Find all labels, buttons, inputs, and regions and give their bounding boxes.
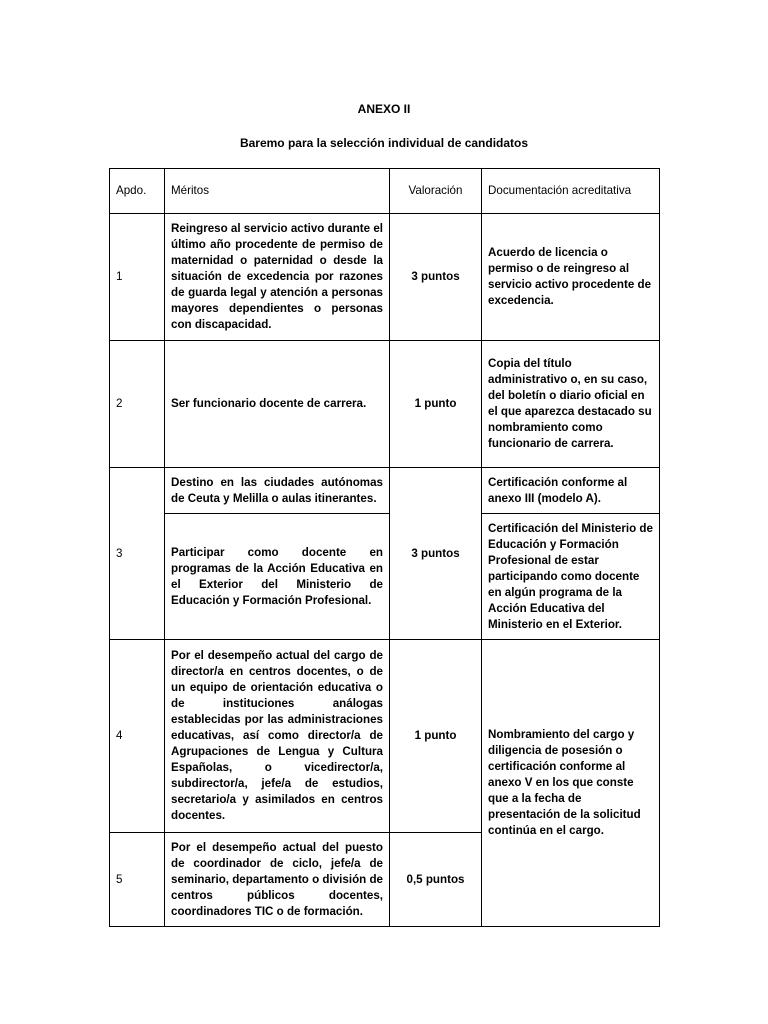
apdo-cell: 1 xyxy=(110,214,165,341)
merito-cell: Por el desempeño actual del puesto de coordinador de ciclo, jefe/a de seminario, departamento o división de centros públicos docentes, coordinadores TIC o de formación. xyxy=(165,833,390,927)
merito-cell: Destino en las ciudades autónomas de Ceuta y Melilla o aulas itinerantes. xyxy=(165,468,390,514)
merito-cell: Participar como docente en programas de la Acción Educativa en el Exterior del Ministerio de Educación y Formación Profesional. xyxy=(165,514,390,640)
documentacion-cell: Certificación del Ministerio de Educación y Formación Profesional de estar participando como docente en algún programa de la Acción Educativa del Ministerio en el Exterior. xyxy=(482,514,660,640)
apdo-cell: 3 xyxy=(110,468,165,640)
valoracion-cell: 0,5 puntos xyxy=(390,833,482,927)
valoracion-cell: 3 puntos xyxy=(390,214,482,341)
column-header-apdo: Apdo. xyxy=(110,169,165,214)
valoracion-cell: 1 punto xyxy=(390,640,482,833)
column-header-valoracion: Valoración xyxy=(390,169,482,214)
merito-cell: Por el desempeño actual del cargo de director/a en centros docentes, o de un equipo de orientación educativa o de instituciones análogas establecidas por las administraciones educativas, así como director/a de Agrupaciones de Lengua y Cultura Españolas, o vicedirector/a, subdirector/a, jefe/a de estudios, secretario/a y asimilados en centros docentes. xyxy=(165,640,390,833)
document-subtitle: Baremo para la selección individual de candidatos xyxy=(239,136,529,150)
apdo-cell: 2 xyxy=(110,341,165,468)
table-row xyxy=(110,468,660,514)
table-row xyxy=(110,214,660,341)
table-row xyxy=(110,640,660,833)
documentacion-cell: Copia del título administrativo o, en su caso, del boletín o diario oficial en el que aparezca destacado su nombramiento como funcionario de carrera. xyxy=(482,341,660,468)
column-header-meritos: Méritos xyxy=(165,169,390,214)
baremo-table xyxy=(109,168,660,927)
apdo-cell: 5 xyxy=(110,833,165,927)
table-header-row xyxy=(110,169,660,214)
table-row xyxy=(110,514,660,640)
column-header-documentacion: Documentación acreditativa xyxy=(482,169,660,214)
merito-cell: Ser funcionario docente de carrera. xyxy=(165,341,390,468)
annex-title: ANEXO II xyxy=(357,102,411,116)
documentacion-cell: Acuerdo de licencia o permiso o de reingreso al servicio activo procedente de excedencia. xyxy=(482,214,660,341)
documentacion-cell: Certificación conforme al anexo III (modelo A). xyxy=(482,468,660,514)
valoracion-cell: 1 punto xyxy=(390,341,482,468)
table-row xyxy=(110,341,660,468)
merito-cell: Reingreso al servicio activo durante el último año procedente de permiso de maternidad o paternidad o desde la situación de excedencia por razones de guarda legal y atención a personas mayores dependientes o personas con discapacidad. xyxy=(165,214,390,341)
apdo-cell: 4 xyxy=(110,640,165,833)
documentacion-cell: Nombramiento del cargo y diligencia de posesión o certificación conforme al anexo V en los que conste que a la fecha de presentación de la solicitud continúa en el cargo. xyxy=(482,640,660,927)
valoracion-cell: 3 puntos xyxy=(390,468,482,640)
